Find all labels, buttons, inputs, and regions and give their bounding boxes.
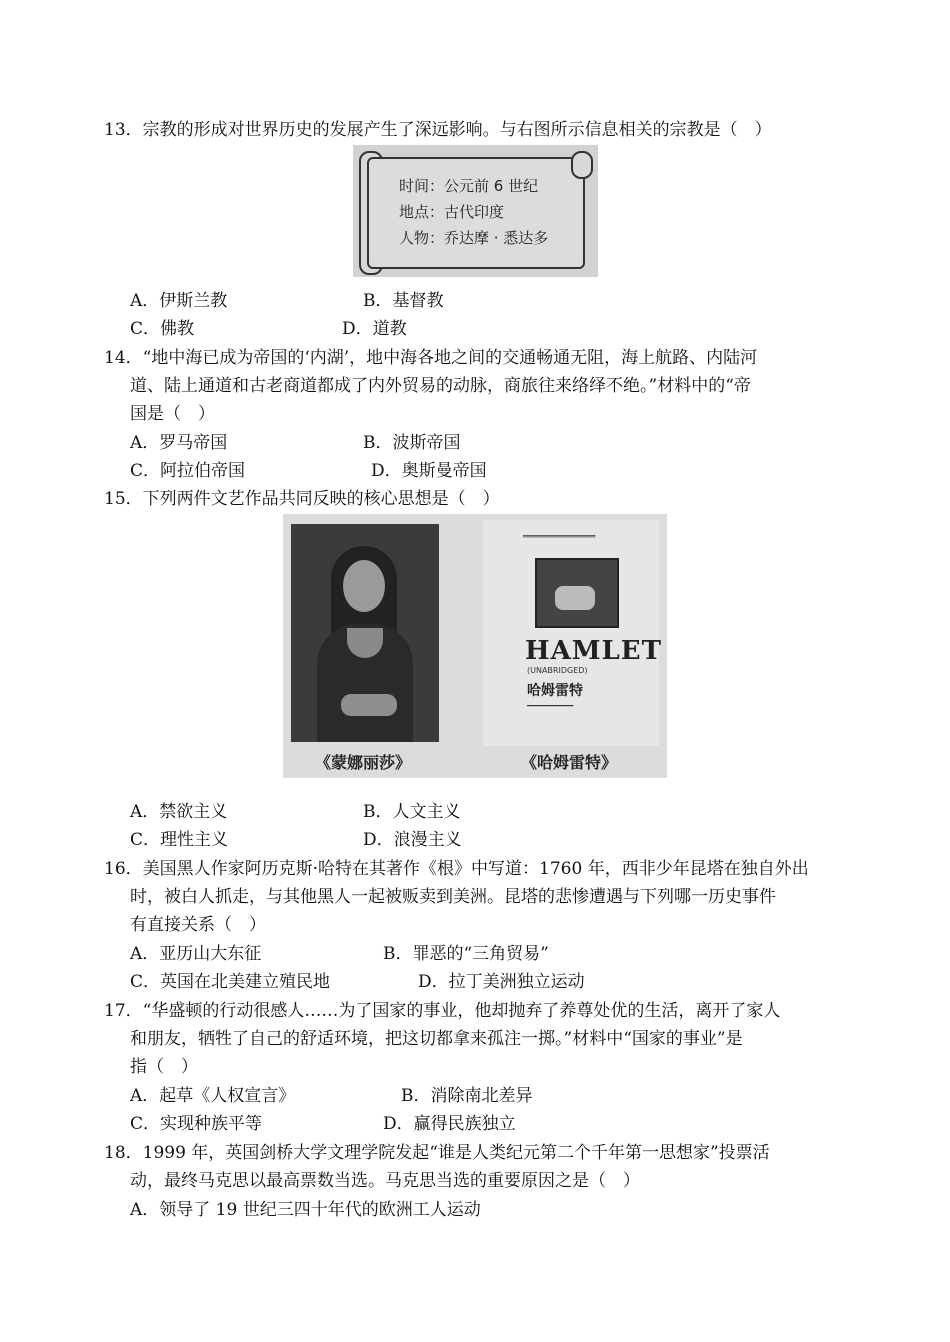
q16-option-b: B．罪恶的“三角贸易” xyxy=(383,944,549,964)
q18-option-a: A．领导了 19 世纪三四十年代的欧洲工人运动 xyxy=(130,1200,481,1220)
q15-option-b: B．人文主义 xyxy=(363,802,461,822)
q13-option-a: A．伊斯兰教 xyxy=(130,291,228,311)
q15-options-row2 xyxy=(130,829,462,851)
q13-option-b: B．基督教 xyxy=(363,291,444,311)
q14-options-row2 xyxy=(130,460,487,482)
scroll-image xyxy=(353,145,598,277)
scroll-place: 地点：古代印度 xyxy=(399,203,505,221)
q17-options-row1 xyxy=(130,1085,533,1107)
q13-option-c: C．佛教 xyxy=(130,319,195,339)
mona-lisa-hands xyxy=(341,694,397,716)
q16-stem-line3: 有直接关系（ ） xyxy=(130,915,266,935)
q16-options-row1 xyxy=(130,943,549,965)
hamlet-title: HAMLET xyxy=(525,636,662,666)
hamlet-cover-figure xyxy=(555,586,595,610)
q15-option-c: C．理性主义 xyxy=(130,830,229,850)
q14-option-c: C．阿拉伯帝国 xyxy=(130,461,246,481)
hamlet-book-cover xyxy=(483,520,662,746)
artworks-image xyxy=(283,514,667,778)
q17-option-b: B．消除南北差异 xyxy=(401,1086,533,1106)
hamlet-chinese-title: 哈姆雷特 xyxy=(527,683,583,699)
q15-option-a: A．禁欲主义 xyxy=(130,802,228,822)
q16-options-row2 xyxy=(130,971,585,993)
q17-option-a: A．起草《人权宣言》 xyxy=(130,1086,296,1106)
q18-stem-line2: 动，最终马克思以最高票数当选。马克思当选的重要原因之是（ ） xyxy=(130,1171,640,1191)
q14-options-row1 xyxy=(130,432,461,454)
hamlet-author-line: ━━━━━━━━━━━ xyxy=(527,702,574,710)
q17-options-row2 xyxy=(130,1113,516,1135)
q17-option-d: D．赢得民族独立 xyxy=(383,1114,516,1134)
q14-stem-line2: 道、陆上通道和古老商道都成了内外贸易的动脉，商旅往来络绎不绝。”材料中的“帝 xyxy=(130,376,751,396)
q14-stem-line3: 国是（ ） xyxy=(130,404,215,424)
q16-stem-line2: 时，被白人抓走，与其他黑人一起被贩卖到美洲。昆塔的悲惨遭遇与下列哪一历史事件 xyxy=(130,887,776,907)
q18-stem-line1: 18．1999 年，英国剑桥大学文理学院发起“谁是人类纪元第二个千年第一思想家”投票活 xyxy=(104,1143,770,1163)
q13-stem: 13．宗教的形成对世界历史的发展产生了深远影响。与右图所示信息相关的宗教是（ ） xyxy=(104,120,772,140)
q16-option-a: A．亚历山大东征 xyxy=(130,944,262,964)
q14-stem-line1: 14．“地中海已成为帝国的‘内湖’，地中海各地之间的交通畅通无阻，海上航路、内陆河 xyxy=(104,348,758,368)
q13-options-row2 xyxy=(130,318,407,340)
q15-stem: 15．下列两件文艺作品共同反映的核心思想是（ ） xyxy=(104,489,500,509)
q16-option-d: D．拉丁美洲独立运动 xyxy=(418,972,585,992)
scroll-curl-right xyxy=(571,151,593,179)
q17-stem-line2: 和朋友，牺牲了自己的舒适环境，把这切都拿来孤注一掷。”材料中“国家的事业”是 xyxy=(130,1029,743,1049)
q17-stem-line1: 17．“华盛顿的行动很感人……为了国家的事业，他却抛弃了养尊处优的生活，离开了家人 xyxy=(104,1001,781,1021)
q17-option-c: C．实现种族平等 xyxy=(130,1114,263,1134)
q16-stem-line1: 16．美国黑人作家阿历克斯·哈特在其著作《根》中写道：1760 年，西非少年昆塔在独自外出 xyxy=(104,859,809,879)
q15-option-d: D．浪漫主义 xyxy=(363,830,462,850)
q14-option-a: A．罗马帝国 xyxy=(130,433,228,453)
hamlet-cover-picture xyxy=(535,558,619,628)
q15-options-row1 xyxy=(130,801,461,823)
q13-options-row1 xyxy=(130,290,444,312)
q13-option-d: D．道教 xyxy=(342,319,407,339)
q14-option-b: B．波斯帝国 xyxy=(363,433,461,453)
q16-option-c: C．英国在北美建立殖民地 xyxy=(130,972,331,992)
scroll-time: 时间：公元前 6 世纪 xyxy=(399,177,539,195)
q17-stem-line3: 指（ ） xyxy=(130,1057,198,1077)
q14-option-d: D．奥斯曼帝国 xyxy=(371,461,487,481)
hamlet-subtitle: (UNABRIDGED) xyxy=(527,666,588,675)
scroll-person: 人物：乔达摩 · 悉达多 xyxy=(399,229,549,247)
caption-hamlet: 《哈姆雷特》 xyxy=(521,753,618,772)
hamlet-series-text: ═══════════════ xyxy=(523,532,596,541)
mona-lisa-face xyxy=(343,560,385,612)
mona-lisa-painting xyxy=(291,524,439,742)
caption-mona-lisa: 《蒙娜丽莎》 xyxy=(315,753,412,772)
